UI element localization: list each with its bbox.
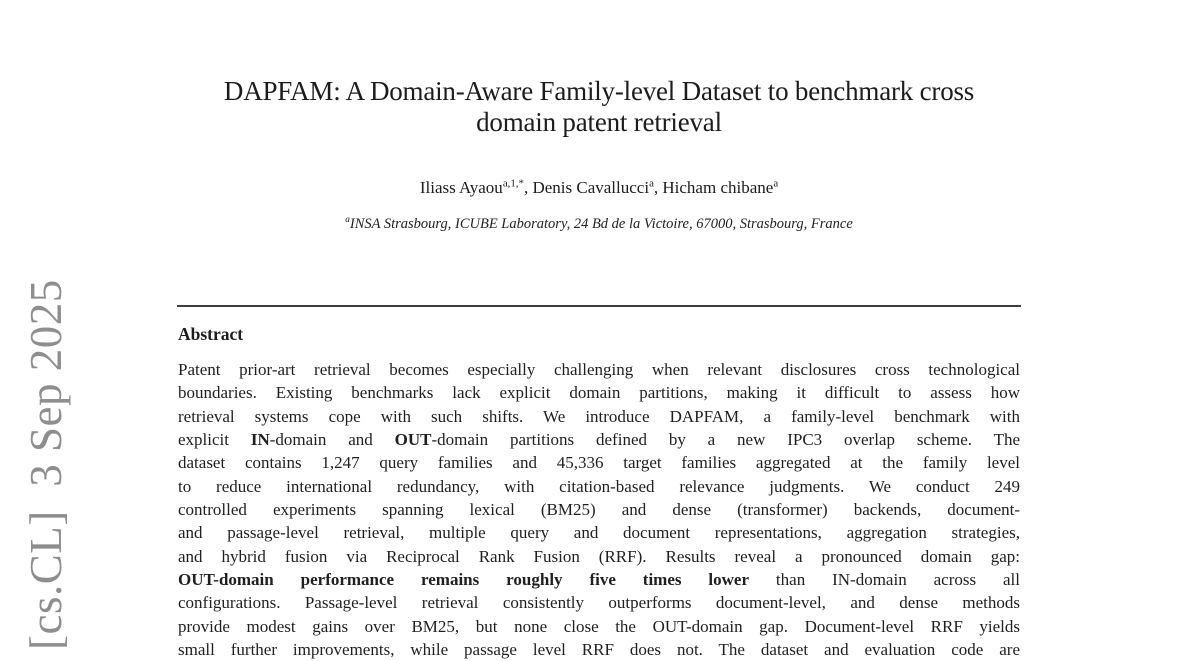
text-segment: and passage-level retrieval, multiple query and document representations, aggregation strategies, xyxy=(178,523,1020,543)
superscript-marker: a xyxy=(773,177,779,190)
text-segment: Patent prior-art retrieval becomes especially challenging when relevant disclosures cross technological xyxy=(178,360,1020,379)
paper-title xyxy=(178,76,1020,138)
text-segment: boundaries. Existing benchmarks lack explicit domain partitions, making it difficult to assess how xyxy=(178,383,1020,403)
abstract-line-4 xyxy=(178,428,1020,451)
superscript-marker: a,1,* xyxy=(502,177,524,190)
authors-line xyxy=(178,177,1020,199)
text-segment: retrieval systems cope with such shifts. We introduce DAPFAM, a family-level benchmark with xyxy=(178,406,1020,426)
superscript-marker: a xyxy=(345,215,350,226)
text-segment: dataset contains 1,247 query families and 45,336 target families aggregated at the family level xyxy=(178,453,1020,473)
abstract-body xyxy=(178,358,1020,661)
text-segment: small further improvements, while passage level RRF does not. The dataset and evaluation code are xyxy=(178,640,1020,660)
abstract-line-10 xyxy=(178,568,1020,591)
abstract-line-8 xyxy=(178,521,1020,544)
abstract-line-2 xyxy=(178,381,1020,404)
text-segment: than IN-domain across all xyxy=(749,570,1020,590)
paper-title-line1: DAPFAM: A Domain-Aware Family-level Dataset to benchmark cross xyxy=(223,76,975,106)
text-segment: OUT-domain performance remains roughly five times lower xyxy=(178,570,750,590)
text-segment: OUT xyxy=(394,430,432,450)
text-segment: controlled experiments spanning lexical (BM25) and dense (transformer) backends, document- xyxy=(178,500,1020,520)
abstract-line-1 xyxy=(178,358,1020,381)
abstract-line-5 xyxy=(178,451,1020,474)
text-segment: IN xyxy=(250,430,270,450)
text-segment: provide modest gains over BM25, but none close the OUT-domain gap. Document-level RRF yields xyxy=(178,616,1020,636)
affiliation-line xyxy=(178,215,1020,233)
text-segment: , Denis Cavallucci xyxy=(523,178,650,197)
abstract-line-7 xyxy=(178,498,1020,521)
abstract-line-9 xyxy=(178,545,1020,568)
abstract-line-11 xyxy=(178,591,1020,614)
abstract-line-13 xyxy=(178,638,1020,661)
text-segment: -domain and xyxy=(269,430,395,450)
abstract-line-12 xyxy=(178,615,1020,638)
text-segment: , Hicham chibane xyxy=(653,178,774,197)
abstract-heading: Abstract xyxy=(178,324,244,344)
arxiv-watermark-text: [cs.CL] 3 Sep 2025 xyxy=(21,279,71,650)
text-segment: Iliass Ayaou xyxy=(419,178,503,197)
text-segment: and hybrid fusion via Reciprocal Rank Fusion (RRF). Results reveal a pronounced domain gap: xyxy=(178,546,1020,566)
abstract-line-3 xyxy=(178,405,1020,428)
text-segment: -domain partitions defined by a new IPC3 overlap scheme. The xyxy=(431,430,1020,450)
superscript-marker: a xyxy=(649,177,654,190)
text-segment: to reduce international redundancy, with citation-based relevance judgments. We conduct 249 xyxy=(178,476,1020,496)
abstract-line-6 xyxy=(178,475,1020,498)
text-segment: INSA Strasbourg, ICUBE Laboratory, 24 Bd de la Victoire, 67000, Strasbourg, France xyxy=(349,216,853,232)
text-segment: configurations. Passage-level retrieval consistently outperforms document-level, and dense methods xyxy=(178,593,1020,613)
paper-title-line2: domain patent retrieval xyxy=(476,107,722,137)
abstract-divider-rule xyxy=(177,305,1021,307)
text-segment: explicit xyxy=(178,430,251,450)
